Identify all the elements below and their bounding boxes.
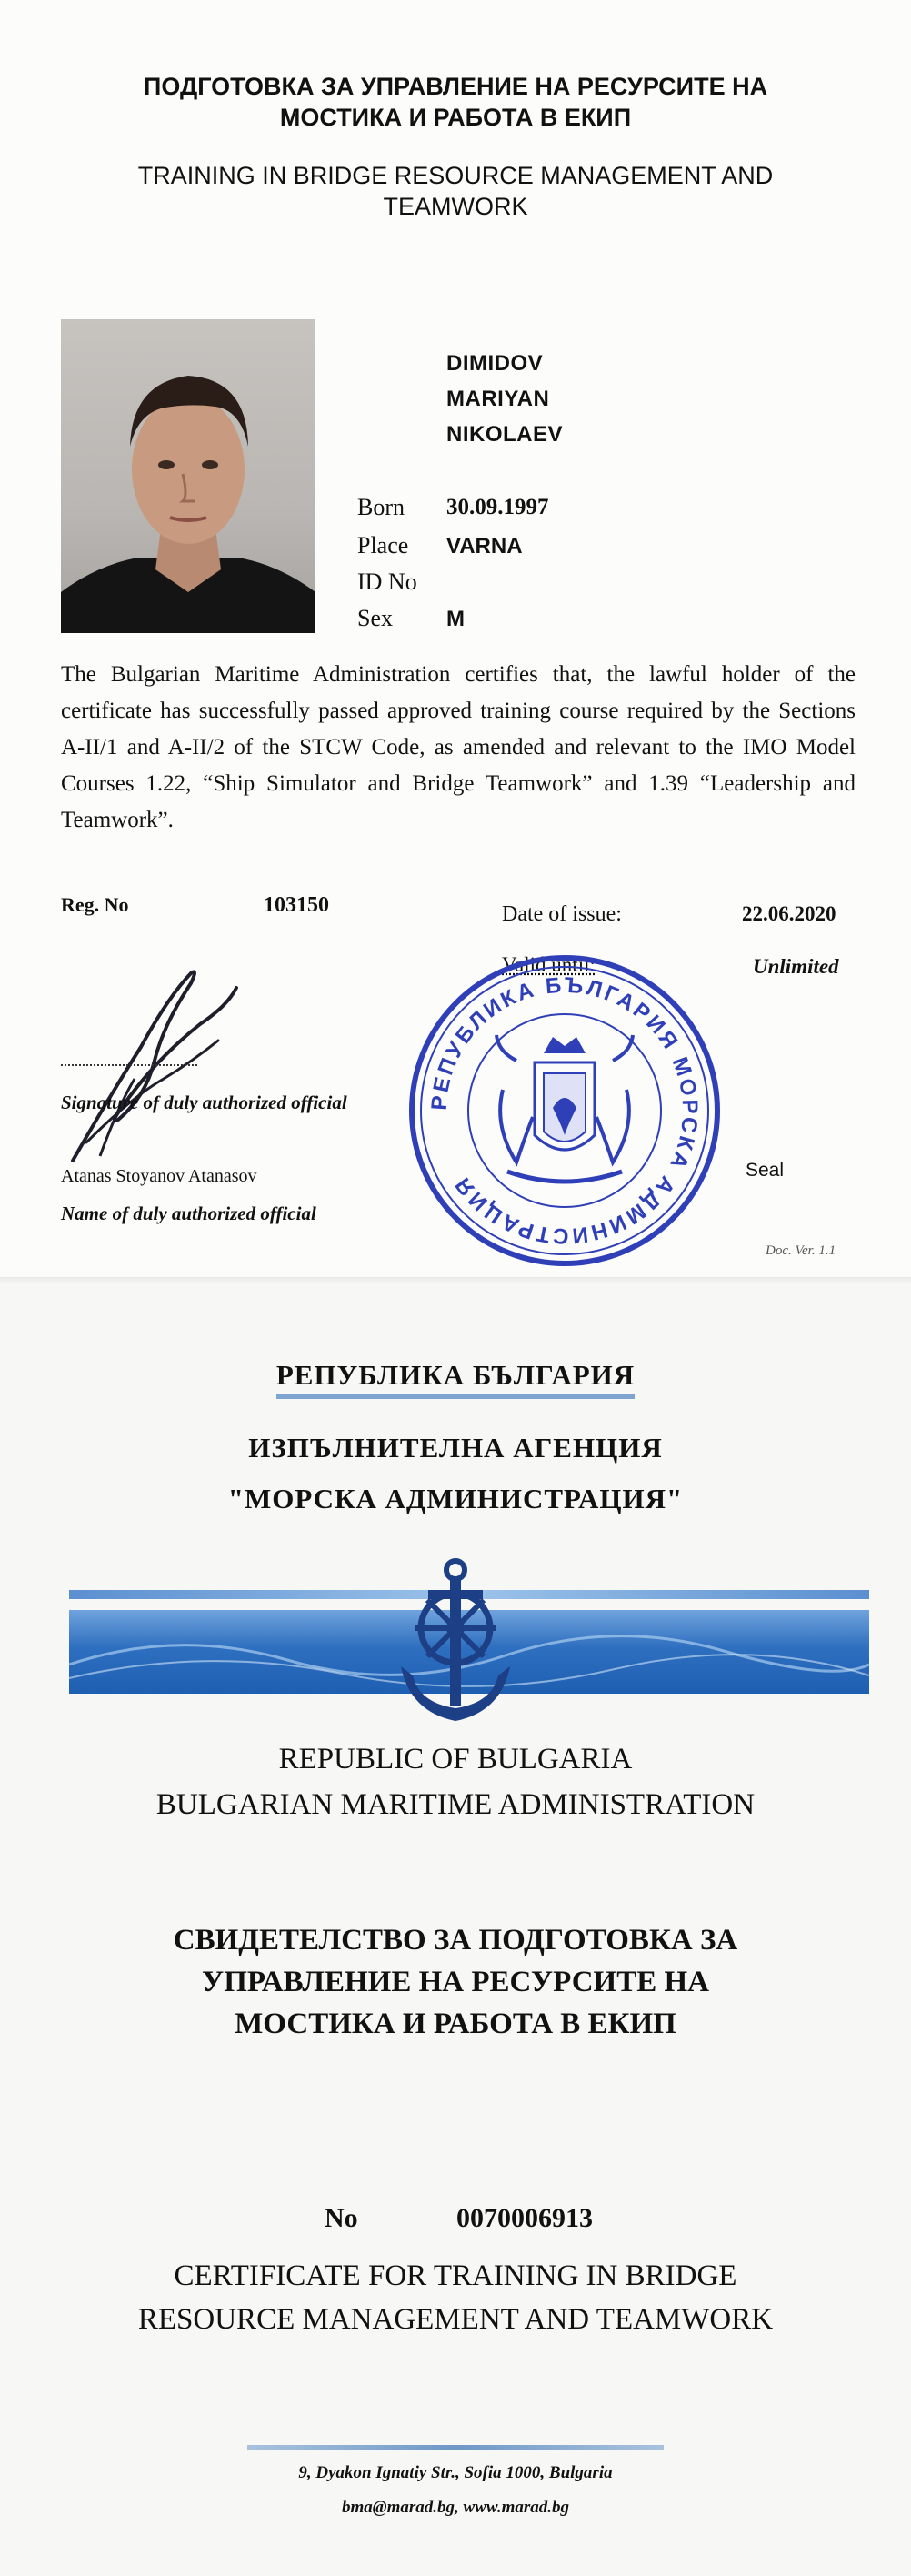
holder-surname: DIMIDOV xyxy=(446,351,544,376)
sex-label: Sex xyxy=(357,605,393,631)
date-of-issue-value: 22.06.2020 xyxy=(742,902,836,925)
republic-bg: РЕПУБЛИКА БЪЛГАРИЯ xyxy=(0,1359,911,1392)
holder-father-name: NIKOLAEV xyxy=(446,422,564,447)
footer-line xyxy=(247,2445,664,2450)
svg-text:РЕПУБЛИКА БЪЛГАРИЯ МОРСКА АДМ: РЕПУБЛИКА БЪЛГАРИЯ МОРСКА АДМИНИСТРАЦИЯ xyxy=(426,972,703,1249)
front-title-en-line2: TEAMWORK xyxy=(383,193,528,220)
cert-title-bg xyxy=(0,1919,911,2045)
front-title-en xyxy=(0,160,911,222)
signature-line xyxy=(61,1064,197,1066)
admin-en: BULGARIAN MARITIME ADMINISTRATION xyxy=(155,1788,756,1821)
reg-no-label: Reg. No xyxy=(61,893,129,916)
place-value: VARNA xyxy=(446,534,523,558)
doc-version: Doc. Ver. 1.1 xyxy=(766,1243,836,1258)
certificate-back xyxy=(0,1283,911,2576)
front-title-bg-line1: ПОДГОТОВКА ЗА УПРАВЛЕНИЕ НА РЕСУРСИТЕ НА xyxy=(143,73,768,100)
address: 9, Dyakon Ignatiy Str., Sofia 1000, Bulgaria xyxy=(298,2463,613,2482)
republic-en: REPUBLIC OF BULGARIA xyxy=(278,1743,633,1776)
valid-until-label: Valid until: xyxy=(502,953,596,976)
born-value: 30.09.1997 xyxy=(446,495,549,519)
portrait-photo xyxy=(61,319,315,633)
front-title-bg-line2: МОСТИКА И РАБОТА В ЕКИП xyxy=(279,104,632,131)
cert-title-bg-line1: СВИДЕТЕЛСТВО ЗА ПОДГОТОВКА ЗА xyxy=(173,1924,738,1957)
front-title-en-line1: TRAINING IN BRIDGE RESOURCE MANAGEMENT AND xyxy=(137,162,774,189)
seal-label: Seal xyxy=(746,1160,785,1181)
holder-given-name: MARIYAN xyxy=(446,387,550,411)
cert-title-en xyxy=(0,2254,911,2341)
date-of-issue-label: Date of issue: xyxy=(502,902,622,926)
signature-label: Signature of duly authorized official xyxy=(61,1092,347,1113)
front-title-bg xyxy=(0,71,911,133)
cert-no-label: No xyxy=(325,2203,358,2233)
cert-title-en-line1: CERTIFICATE FOR TRAINING IN BRIDGE xyxy=(174,2259,737,2292)
agency-bg: ИЗПЪЛНИТЕЛНА АГЕНЦИЯ xyxy=(248,1432,663,1464)
certification-text: The Bulgarian Maritime Administration certifies that, the lawful holder of the certificate has successfully passed approved training course required by the Sections A-II/1 and A-II/2 of the STCW Code, as amended and relevant to the IMO Model Courses 1.22, “Ship Simulator and Bridge Teamwork” and 1.39 “Leadership and Teamwork”. xyxy=(61,662,856,832)
sex-value: M xyxy=(446,607,465,631)
official-name: Atanas Stoyanov Atanasov xyxy=(61,1166,257,1186)
cert-title-en-line2: RESOURCE MANAGEMENT AND TEAMWORK xyxy=(137,2303,774,2336)
id-no-label: ID No xyxy=(357,569,417,595)
admin-bg: "МОРСКА АДМИНИСТРАЦИЯ" xyxy=(227,1483,684,1514)
cert-title-bg-line3: МОСТИКА И РАБОТА В ЕКИП xyxy=(235,2007,676,2040)
place-label: Place xyxy=(357,532,409,558)
born-label: Born xyxy=(357,494,405,520)
cert-title-bg-line2: УПРАВЛЕНИЕ НА РЕСУРСИТЕ НА xyxy=(202,1966,709,1998)
contact: bma@marad.bg, www.marad.bg xyxy=(342,2498,569,2517)
cert-no-value: 0070006913 xyxy=(456,2203,593,2233)
seal-emblem xyxy=(407,953,722,1268)
official-name-label: Name of duly authorized official xyxy=(61,1202,316,1224)
anchor-icon xyxy=(387,1557,524,1730)
reg-no-value: 103150 xyxy=(264,893,329,917)
certificate-front xyxy=(0,0,911,1283)
valid-until-value: Unlimited xyxy=(753,955,839,978)
